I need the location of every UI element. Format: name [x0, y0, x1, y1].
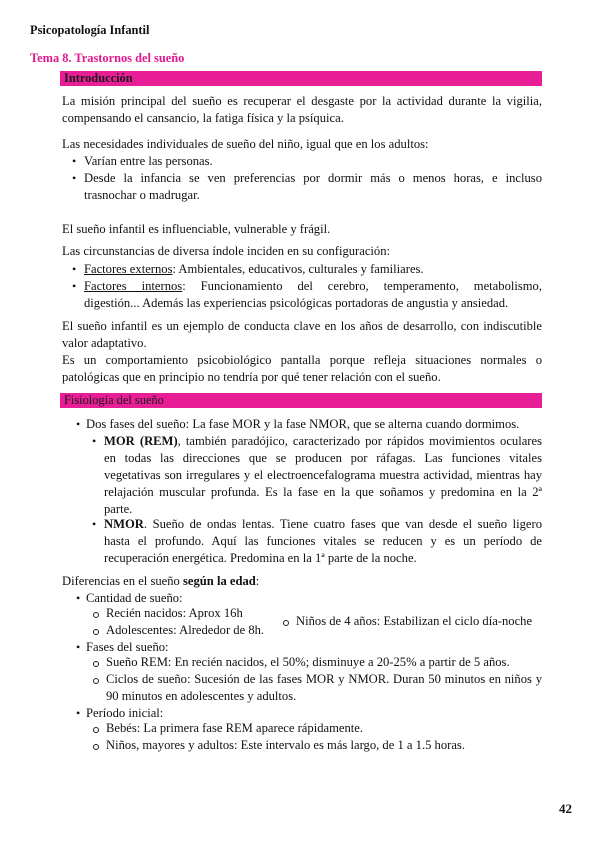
circle-bullet-icon [93, 612, 99, 618]
amount-item: Cantidad de sueño: [86, 591, 183, 605]
nmor-item: NMOR. Sueño de ondas lentas. Tiene cuatro fases que van desde el sueño ligero hasta el profundo. Aquí las funciones vitales se reducen y es un período de recuperación energética. Predomina en la 1ª parte de la noche. [104, 517, 542, 565]
age-differences-intro: Diferencias en el sueño según la edad: [62, 574, 260, 588]
bullet-icon: • [76, 640, 81, 654]
phases-item: Dos fases del sueño: La fase MOR y la fase NMOR, que se alterna cuando dormimos. [86, 417, 520, 431]
bullet-icon: • [76, 591, 81, 605]
section-heading-intro: Introducción [60, 71, 542, 86]
intro-paragraph: La misión principal del sueño es recuperar el desgaste por la actividad durante la vigilia, compensando el cansancio, la fatiga física y la psíquica. [62, 94, 542, 125]
topic-title: Tema 8. Trastornos del sueño [30, 51, 185, 65]
circle-bullet-icon [93, 744, 99, 750]
cycles-item: Ciclos de sueño: Sucesión de las fases MOR y NMOR. Duran 50 minutos en niños y 90 minutos en adolescentes y adultos. [106, 672, 542, 703]
newborns-item: Recién nacidos: Aprox 16h [106, 606, 243, 620]
bullet-icon: • [72, 171, 77, 185]
circle-bullet-icon [93, 678, 99, 684]
babies-item: Bebés: La primera fase REM aparece rápidamente. [106, 721, 363, 735]
circle-bullet-icon [93, 629, 99, 635]
section-heading-physiology: Fisiología del sueño [60, 393, 542, 408]
example-paragraph: El sueño infantil es un ejemplo de conducta clave en los años de desarrollo, con indiscutible valor adaptativo. Es un comportamiento psicobiológico pantalla porque refleja situaciones normales o patológicas que en principio no tendría por qué tener relación con el sueño. [62, 319, 542, 384]
influenciable-text: El sueño infantil es influenciable, vulnerable y frágil. [62, 222, 331, 236]
circle-bullet-icon [93, 727, 99, 733]
bullet-icon: • [72, 279, 77, 293]
bullet-icon: • [72, 262, 77, 276]
phases-heading-item: Fases del sueño: [86, 640, 169, 654]
initial-period-item: Período inicial: [86, 706, 164, 720]
teens-item: Adolescentes: Alrededor de 8h. [106, 623, 265, 637]
list-item-internal: Factores internos: Funcionamiento del cerebro, temperamento, metabolismo, digestión... Además las experiencias psicológicas portadoras de angustia y ansiedad. [84, 279, 543, 310]
circle-bullet-icon [93, 661, 99, 667]
page-number: 42 [559, 801, 572, 816]
bullet-icon: • [92, 434, 97, 448]
four-years-item: Niños de 4 años: Estabilizan el ciclo día-noche [296, 614, 533, 628]
list-item-external: Factores externos: Ambientales, educativos, culturales y familiares. [84, 262, 424, 276]
list-item: Desde la infancia se ven preferencias por dormir más o menos horas, e incluso trasnochar o madrugar. [84, 171, 542, 202]
mor-item: MOR (REM), también paradójico, caracterizado por rápidos movimientos oculares en todas las direcciones que se producen por ráfagas. Las funciones vitales vegetativas son irregulares y el electroencefalograma muestra actividad, mientras hay relajación muscular profunda. Es la fase en la que soñamos y predomina en la 2ª parte. [104, 434, 542, 516]
rem-item: Sueño REM: En recién nacidos, el 50%; disminuye a 20-25% a partir de 5 años. [106, 655, 510, 669]
bullet-icon: • [72, 154, 77, 168]
bullet-icon: • [76, 417, 81, 431]
circle-bullet-icon [283, 620, 289, 626]
bullet-icon: • [92, 517, 97, 531]
needs-intro: Las necesidades individuales de sueño del niño, igual que en los adultos: [62, 137, 429, 151]
circumstances-intro: Las circunstancias de diversa índole inciden en su configuración: [62, 244, 391, 258]
course-title: Psicopatología Infantil [30, 23, 150, 37]
list-item: Varían entre las personas. [84, 154, 213, 168]
kids-item: Niños, mayores y adultos: Este intervalo es más largo, de 1 a 1.5 horas. [106, 738, 465, 752]
bullet-icon: • [76, 706, 81, 720]
